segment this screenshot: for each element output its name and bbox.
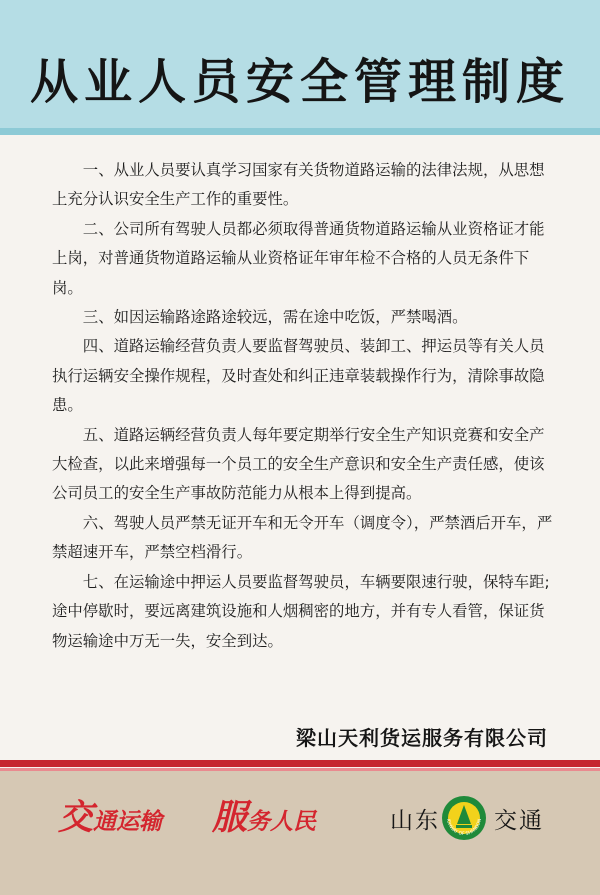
brand-transport: 交通: [494, 808, 544, 834]
regulation-item-6: 六、驾驶人员严禁无证开车和无令开车（调度令），严禁酒后开车，严禁超速开车，严禁空档滑行。: [52, 513, 553, 562]
regulation-item-4: 四、道路运输经营负责人要监督驾驶员、装卸工、押运员等有关人员执行运辆安全操作规程，及时查处和纠正违章装载操作行为，清除事故隐患。: [52, 337, 545, 415]
slogan-transport-initial: 交: [58, 797, 94, 838]
slogan-transport-rest: 通运输: [93, 809, 163, 835]
slogan-serve-people: [212, 790, 316, 840]
regulation-item-5: 五、道路运辆经营负责人每年要定期举行安全生产知识竞赛和安全产大检查，以此来增强每一个员工的安全生产意识和安全生产责任感，使该公司员工的安全生产事故防范能力从根本上得到提高。: [52, 425, 545, 503]
page-title: 从业人员安全管理制度: [29, 54, 570, 110]
regulation-item-7: 七、在运输途中押运人员要监督驾驶员，车辆要限速行驶，保特车距;途中停歇时，要远离建筑设施和人烟稠密的地方，并有专人看管，保证货物运输途中万无一失，安全到达。: [52, 572, 550, 650]
emblem-base-bar: [456, 825, 472, 828]
company-name: 梁山天利货运服务有限公司: [296, 726, 548, 750]
slogan-serve-rest: 务人民: [247, 809, 317, 835]
emblem-ring-text: IGHWAY OF SHANDON: [445, 818, 484, 838]
footer-divider-red: [0, 760, 600, 767]
shandong-transport-emblem-icon: [440, 794, 488, 842]
slogan-serve-initial: 服: [212, 797, 248, 838]
regulation-item-2: 二、公司所有驾驶人员都必须取得普通货物道路运输从业资格证才能上岗，对普通货物道路运输从业资格证年审年检不合格的人员无条件下岗。: [52, 219, 545, 297]
regulations-body: [52, 156, 558, 656]
regulation-item-1: 一、从业人员要认真学习国家有关货物道路运输的法律法规，从思想上充分认识安全生产工作的重要性。: [52, 161, 545, 209]
slogan-transport: [58, 790, 162, 840]
header-divider: [0, 128, 600, 135]
brand-shandong: 山东: [390, 808, 440, 834]
regulation-item-3: 三、如因运输路途路途较远，需在途中吃饭，严禁喝酒。: [82, 308, 468, 327]
